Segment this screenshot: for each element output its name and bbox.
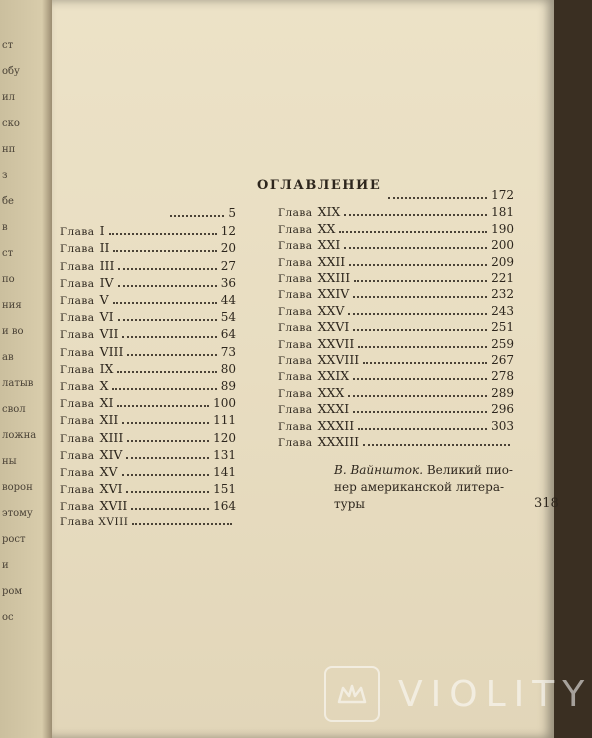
chapter-number: XXVIII xyxy=(317,352,360,367)
toc-entry xyxy=(278,237,514,253)
left-page-text-fragment: ворон xyxy=(2,482,33,493)
leader-dots xyxy=(126,491,209,493)
page-number: 131 xyxy=(213,447,236,462)
toc-entry xyxy=(278,221,514,237)
leader-dots xyxy=(109,233,217,235)
leader-dots xyxy=(131,508,209,510)
left-page-text-fragment: и xyxy=(2,560,9,571)
book-page xyxy=(52,0,592,738)
chapter-label: Глава xyxy=(60,432,95,445)
toc-entry xyxy=(278,401,514,417)
chapter-number: XXVI xyxy=(317,319,350,335)
toc-entry xyxy=(60,464,236,480)
page-number: 27 xyxy=(220,258,236,273)
leader-dots xyxy=(118,268,216,270)
leader-dots xyxy=(127,440,209,442)
leader-dots xyxy=(127,354,216,356)
page-number: 243 xyxy=(491,303,514,318)
page-number: 190 xyxy=(491,221,514,236)
left-page-text-fragment: ны xyxy=(2,456,17,467)
left-page-text-fragment: в xyxy=(2,222,8,233)
afterword-line1: Великий пио- xyxy=(426,463,513,477)
left-page-text-fragment: этому xyxy=(2,508,33,519)
leader-dots xyxy=(122,422,209,424)
page-number: 80 xyxy=(220,361,236,376)
leader-dots xyxy=(122,474,210,476)
chapter-number: XXXIII xyxy=(317,434,360,449)
leader-dots xyxy=(344,247,487,249)
chapter-label: Глава xyxy=(60,381,95,393)
chapter-number: XXIX xyxy=(317,368,350,384)
page-number: 12 xyxy=(220,224,236,239)
page-number: 172 xyxy=(491,188,514,202)
chapter-number: I xyxy=(99,223,105,239)
chapter-number: X xyxy=(99,378,109,393)
chapter-number: III xyxy=(99,257,115,273)
toc-entry xyxy=(60,275,236,291)
chapter-label: Глава xyxy=(278,355,313,367)
chapter-number: XII xyxy=(99,412,119,428)
leader-dots xyxy=(339,231,487,233)
chapter-number: XXV xyxy=(317,302,345,318)
page-number: 111 xyxy=(213,413,236,428)
toc-entry xyxy=(60,344,236,360)
toc-entry xyxy=(278,303,514,319)
leader-dots xyxy=(363,444,510,446)
page-number: 44 xyxy=(220,293,236,307)
chapter-number: XXXII xyxy=(317,417,355,433)
left-page-text-fragment: ст xyxy=(2,40,14,51)
chapter-label: Глава xyxy=(278,322,313,335)
chapter-label: Глава xyxy=(60,449,95,462)
left-page-text-fragment: латыв xyxy=(2,378,34,389)
chapter-label: Глава xyxy=(60,363,95,376)
afterword-line2: нер американской литера- xyxy=(334,480,505,494)
toc-entry xyxy=(278,270,514,286)
toc-entry xyxy=(60,395,236,411)
leader-dots xyxy=(349,264,487,266)
left-page-text-fragment: ав xyxy=(2,352,14,363)
left-page-text-fragment: ром xyxy=(2,586,23,597)
afterword-page: 318 xyxy=(534,496,559,511)
page-number: 73 xyxy=(220,344,236,359)
chapter-number: XV xyxy=(99,464,118,479)
leader-dots xyxy=(353,411,487,413)
afterword-entry xyxy=(334,462,529,513)
chapter-number: VII xyxy=(99,326,119,342)
toc-entry xyxy=(278,204,514,220)
left-page-text-fragment: свол xyxy=(2,404,26,415)
chapter-number: XI xyxy=(99,395,114,411)
leader-dots xyxy=(118,319,217,321)
page-number: 64 xyxy=(220,327,236,342)
toc-entry xyxy=(60,430,236,446)
leader-dots xyxy=(113,250,216,252)
toc-title: ОГЛАВЛЕНИЕ xyxy=(257,178,382,193)
leader-dots xyxy=(388,197,487,199)
chapter-label: Глава xyxy=(278,273,313,285)
chapter-number: XXI xyxy=(317,237,341,253)
leader-dots xyxy=(112,388,216,390)
page-number: 259 xyxy=(491,336,514,351)
page-number: 267 xyxy=(491,353,514,367)
left-page-edge xyxy=(0,0,60,738)
chapter-label: Глава xyxy=(60,277,95,290)
chapter-label: Глава xyxy=(60,329,95,342)
toc-entry xyxy=(60,240,236,256)
toc-entry xyxy=(278,336,514,352)
toc-entry xyxy=(60,412,236,428)
leader-dots xyxy=(353,296,487,298)
page-number: 303 xyxy=(491,418,514,433)
chapter-label: Глава xyxy=(278,338,313,351)
leader-dots xyxy=(117,371,216,373)
chapter-number: XXIII xyxy=(317,270,351,285)
page-number: 141 xyxy=(213,465,236,479)
leader-dots xyxy=(344,214,487,216)
toc-entry xyxy=(278,319,514,335)
page-number: 20 xyxy=(220,241,236,256)
chapter-label: Глава xyxy=(278,289,313,302)
watermark xyxy=(324,666,592,722)
page-number: 120 xyxy=(213,430,236,445)
leader-dots xyxy=(118,285,217,287)
chapter-label: Глава xyxy=(60,312,95,325)
chapter-number: XIII xyxy=(99,429,124,445)
page-number: 36 xyxy=(220,275,236,290)
leader-dots xyxy=(122,336,216,338)
leader-dots xyxy=(353,329,487,331)
left-page-text-fragment: рост xyxy=(2,534,26,545)
chapter-label: Глава xyxy=(60,243,95,256)
toc-entry xyxy=(278,254,514,270)
afterword-author: В. Вайншток. xyxy=(334,463,424,477)
leader-dots xyxy=(126,457,209,459)
chapter-label: Глава xyxy=(278,404,313,417)
leader-dots xyxy=(117,405,209,407)
toc-entry-last xyxy=(60,516,236,532)
chapter-number: XXIV xyxy=(317,286,350,302)
left-page-text-fragment: обу xyxy=(2,66,20,77)
chapter-label: Глава xyxy=(60,501,95,514)
page-number: 209 xyxy=(491,254,514,269)
page-number: 278 xyxy=(491,369,514,384)
page-number: 289 xyxy=(491,385,514,400)
left-page-text-fragment: по xyxy=(2,274,15,285)
chapter-number: VIII xyxy=(99,343,124,359)
toc-entry xyxy=(60,481,236,497)
crown-logo-icon xyxy=(324,666,380,722)
toc-entry xyxy=(278,286,514,302)
chapter-label: Глава xyxy=(278,387,313,400)
chapter-number: XXVII xyxy=(317,335,355,351)
leader-dots xyxy=(353,378,487,380)
toc-entry xyxy=(60,309,236,325)
toc-entry xyxy=(278,368,514,384)
chapter-number: XIX xyxy=(317,204,341,220)
leader-dots xyxy=(348,395,487,397)
left-page-text-fragment: бе xyxy=(2,196,14,207)
leader-dots xyxy=(358,346,487,348)
chapter-number: VI xyxy=(99,309,114,325)
chapter-label: Глава xyxy=(60,467,95,479)
left-page-text-fragment: ос xyxy=(2,612,14,623)
left-page-text-fragment: ложна xyxy=(2,430,37,441)
chapter-label: Глава xyxy=(60,398,95,411)
leader-dots xyxy=(132,523,232,525)
leader-dots xyxy=(170,215,224,217)
page-number: 151 xyxy=(213,482,236,497)
watermark-text: VIOLITY xyxy=(398,673,592,715)
toc-entry xyxy=(60,292,236,308)
chapter-number: XVI xyxy=(99,481,123,497)
chapter-label: Глава xyxy=(278,256,313,269)
left-page-text-fragment: и во xyxy=(2,326,24,337)
chapter-label: Глава xyxy=(278,305,313,318)
chapter-label: Глава xyxy=(278,437,313,449)
chapter-number: XXII xyxy=(317,253,346,269)
chapter-label: Глава xyxy=(278,240,313,253)
left-page-text-fragment: ния xyxy=(2,300,22,311)
chapter-label: Глава xyxy=(60,295,95,307)
chapter-label: Глава xyxy=(278,207,313,220)
page-number: 296 xyxy=(491,402,514,417)
left-page-text-fragment: з xyxy=(2,170,8,181)
page-number: 100 xyxy=(213,396,236,411)
chapter-label: Глава xyxy=(60,484,95,497)
page-number: 200 xyxy=(491,238,514,253)
left-page-text-fragment: ско xyxy=(2,118,20,129)
page-number: 54 xyxy=(220,310,236,325)
toc-entry xyxy=(278,188,514,204)
toc-entry xyxy=(60,378,236,394)
toc-entry xyxy=(60,206,236,222)
page-number: 181 xyxy=(491,205,514,220)
chapter-number: XXX xyxy=(317,384,345,400)
toc-entry xyxy=(60,258,236,274)
leader-dots xyxy=(363,362,487,364)
chapter-label: Глава xyxy=(60,346,95,359)
toc-entry xyxy=(60,326,236,342)
afterword-line3: туры xyxy=(334,497,365,511)
toc-entry xyxy=(278,434,514,450)
toc-entry xyxy=(278,352,514,368)
toc-entry xyxy=(60,498,236,514)
chapter-number: XXXI xyxy=(317,401,350,417)
page-number: 164 xyxy=(213,499,236,514)
chapter-label: Глава XVIII xyxy=(60,515,129,528)
chapter-label: Глава xyxy=(278,371,313,384)
page-number: 221 xyxy=(491,271,514,285)
chapter-number: IV xyxy=(99,274,114,290)
toc-entry xyxy=(278,385,514,401)
left-page-text-fragment: нп xyxy=(2,144,16,155)
chapter-label: Глава xyxy=(60,415,95,428)
leader-dots xyxy=(354,280,487,282)
left-page-text-fragment: ил xyxy=(2,92,16,103)
page-number: 5 xyxy=(228,206,236,220)
chapter-label: Глава xyxy=(60,226,95,239)
chapter-label: Глава xyxy=(278,420,313,433)
toc-entry xyxy=(278,418,514,434)
chapter-number: IX xyxy=(99,360,114,376)
page-number: 232 xyxy=(491,287,514,302)
chapter-number: II xyxy=(99,240,110,256)
toc-entry xyxy=(60,447,236,463)
toc-entry xyxy=(60,361,236,377)
chapter-label: Глава xyxy=(278,223,313,236)
page-number: 89 xyxy=(220,379,236,393)
chapter-label: Глава xyxy=(60,260,95,273)
toc-entry xyxy=(60,223,236,239)
leader-dots xyxy=(358,428,487,430)
chapter-number: XX xyxy=(317,220,336,236)
chapter-number: V xyxy=(99,292,109,307)
leader-dots xyxy=(348,313,487,315)
chapter-number: XVII xyxy=(99,498,128,514)
chapter-number: XIV xyxy=(99,446,123,462)
page-number: 251 xyxy=(491,320,514,335)
leader-dots xyxy=(113,302,217,304)
left-page-text-fragment: ст xyxy=(2,248,14,259)
